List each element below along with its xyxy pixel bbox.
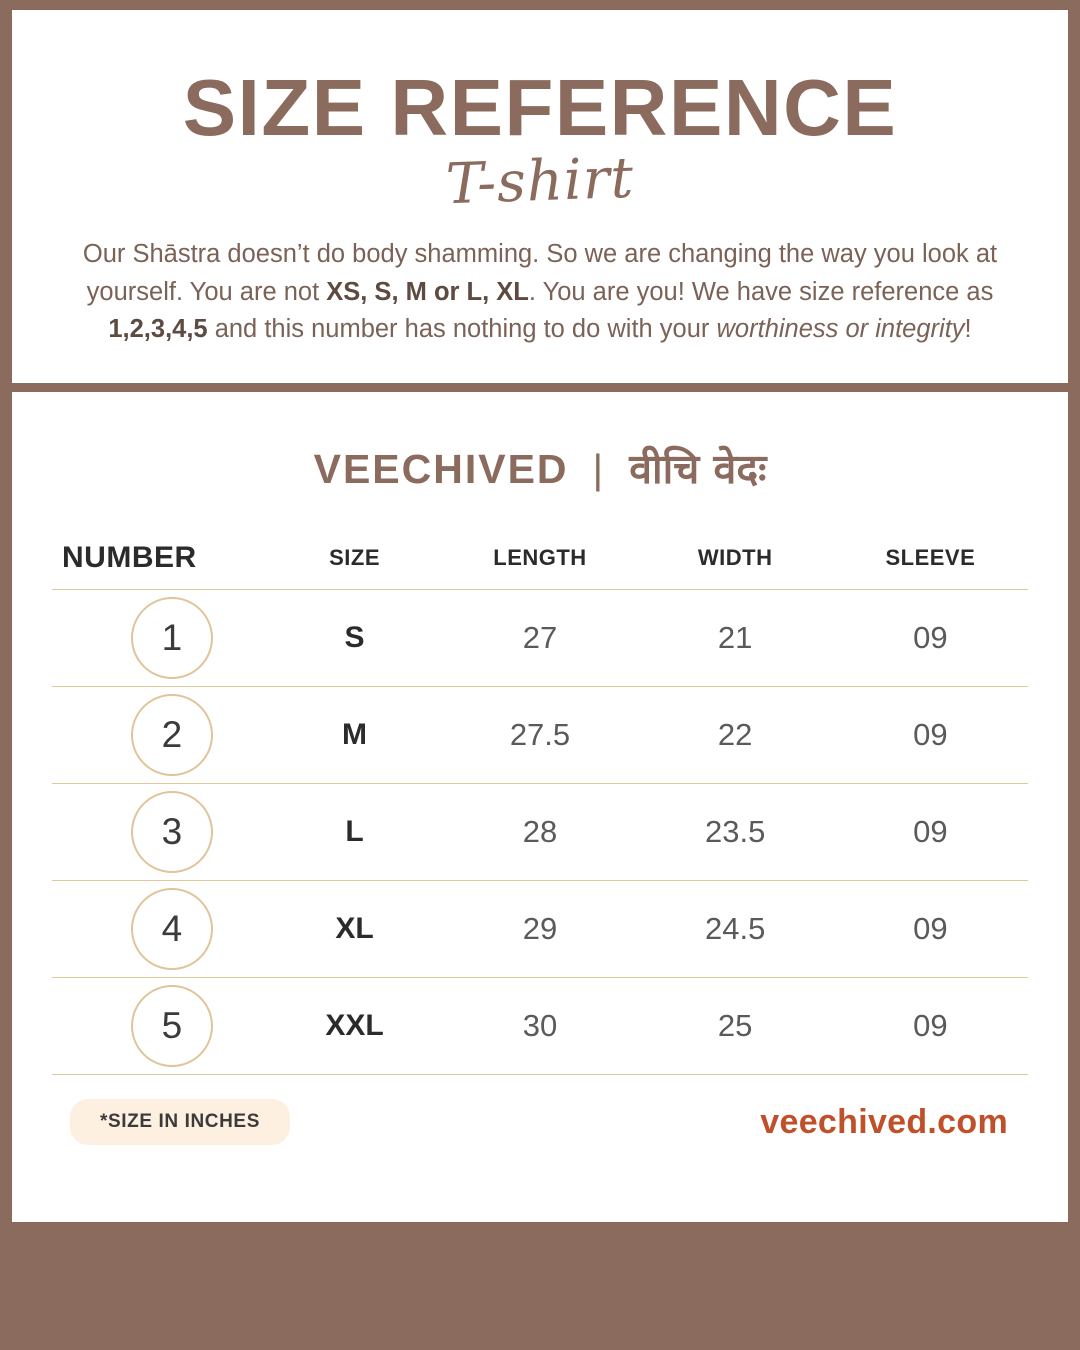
column-header-sleeve: SLEEVE [885, 545, 976, 571]
row-sleeve-cell: 09 [833, 590, 1028, 687]
table-row [52, 881, 1028, 978]
row-number-cell [52, 687, 267, 784]
row-length-cell: 29 [442, 881, 637, 978]
row-size-cell: S [267, 590, 443, 687]
row-sleeve-cell: 09 [833, 881, 1028, 978]
intro-italic-phrase: worthiness or integrity [716, 315, 965, 344]
row-width-cell: 22 [638, 687, 833, 784]
brand-separator: | [592, 446, 606, 493]
row-length-cell: 27 [442, 590, 637, 687]
size-unit-note: *SIZE IN INCHES [70, 1099, 290, 1145]
row-sleeve-cell: 09 [833, 784, 1028, 881]
page-subtitle: T-shirt [444, 145, 636, 218]
brand-name-latin: VEECHIVED [313, 446, 569, 493]
table-row [52, 784, 1028, 881]
row-size-cell: XXL [267, 978, 443, 1075]
brand-row [52, 440, 1028, 496]
row-size-cell: XL [267, 881, 443, 978]
row-length-cell: 28 [442, 784, 637, 881]
row-size-cell: L [267, 784, 443, 881]
number-badge: 1 [131, 597, 213, 679]
row-number-cell [52, 590, 267, 687]
website-link[interactable]: veechived.com [760, 1102, 1008, 1141]
column-header-size: SIZE [329, 545, 380, 571]
number-badge: 2 [131, 694, 213, 776]
number-badge: 4 [131, 888, 213, 970]
size-table [52, 540, 1028, 1075]
row-number-cell [52, 881, 267, 978]
row-width-cell: 21 [638, 590, 833, 687]
row-length-cell: 30 [442, 978, 637, 1075]
page-title: SIZE REFERENCE [182, 63, 898, 152]
intro-text-4: ! [964, 315, 972, 344]
intro-bold-numbers: 1,2,3,4,5 [108, 315, 208, 344]
brand-name-devanagari: वीचि वेदः [629, 445, 767, 494]
table-row [52, 590, 1028, 687]
row-sleeve-cell: 09 [833, 687, 1028, 784]
table-row [52, 978, 1028, 1075]
table-header-row [52, 540, 1028, 590]
row-number-cell [52, 784, 267, 881]
row-number-cell [52, 978, 267, 1075]
row-length-cell: 27.5 [442, 687, 637, 784]
intro-text-3: and this number has nothing to do with your [207, 315, 717, 344]
row-sleeve-cell: 09 [833, 978, 1028, 1075]
row-width-cell: 23.5 [638, 784, 833, 881]
number-badge: 3 [131, 791, 213, 873]
footer-row [52, 1099, 1028, 1145]
column-header-length: LENGTH [493, 545, 587, 571]
table-row [52, 687, 1028, 784]
row-size-cell: M [267, 687, 443, 784]
number-badge: 5 [131, 985, 213, 1067]
row-width-cell: 25 [638, 978, 833, 1075]
intro-bold-sizes: XS, S, M or L, XL [326, 277, 529, 306]
column-header-width: WIDTH [697, 545, 773, 571]
intro-text-2: . You are you! We have size reference as [528, 277, 994, 306]
column-header-number: NUMBER [62, 541, 197, 575]
intro-paragraph [70, 236, 1010, 349]
row-width-cell: 24.5 [638, 881, 833, 978]
size-chart-card [12, 392, 1068, 1222]
intro-text-1: Our Shāstra doesn’t do body shamming. So we are changing the way you look at yourself. You are not [82, 240, 998, 306]
header-card [12, 10, 1068, 383]
